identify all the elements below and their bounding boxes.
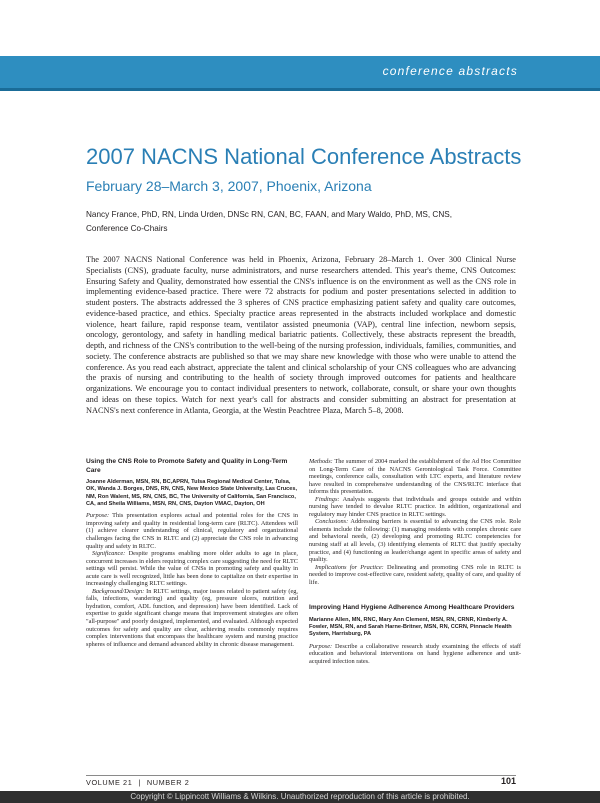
section-banner — [0, 56, 600, 88]
number-label: NUMBER 2 — [146, 778, 190, 787]
banner-underline — [0, 88, 600, 91]
abstract-1-authors: Joanne Alderman, MSN, RN, BC,APRN, Tulsa Regional Medical Center, Tulsa, OK, Wanda J. Borges, DNS, RN, CNS, New Mexico State University, Las Cruces, NM, Ron Walent, MS, RN, CNS, BC, The University of California, San Francisco, CA, and Sheila Williams, MSN, RN, CNS, Dayton VMAC, Dayton, OH — [86, 479, 298, 508]
volume-label: VOLUME 21 — [86, 778, 133, 787]
abstract-1-methods — [309, 458, 521, 496]
implications-label: Implications for Practice: — [315, 563, 384, 571]
abstract-1-background — [86, 588, 298, 648]
left-column — [86, 458, 298, 648]
abstract-1-conclusions — [309, 518, 521, 563]
footer-rule — [86, 775, 516, 776]
implications-text: Delineating and promoting CNS role in RLTC is needed to improve cost-effective care, resident safety, quality of care, and quality of life. — [309, 563, 521, 586]
abstract-1-findings — [309, 496, 521, 519]
significance-text: Despite programs enabling more older adults to age in place, concurrent increases in elders requiring complex care suggesting the need for RLTC settings will persist. While the value of CNSs in promoting safety and quality in acute care is well recognized, little has been done to capitalize on their expertise in increasingly challenging RLTC settings. — [86, 550, 298, 588]
author-role: Conference Co-Chairs — [86, 224, 168, 233]
intro-paragraph: The 2007 NACNS National Conference was held in Phoenix, Arizona, February 28–March 1. Over 300 Clinical Nurse Specialists (CNS), graduate faculty, nurse administrators, and nurse researchers attended. This year's theme, CNS Outcomes: Ensuring Safety and Quality, demonstrated how essential the CNS's influence is on the environment as well as the CNS role in implementing evidence-based practice. There were 72 abstracts for podium and poster presentations selected in addition to student posters. The abstracts addressed the 3 spheres of CNS practice emphasizing patient safety and quality care outcomes, evidence-based practice, and ethics. Specialty practice areas represented in the abstracts included workplace and domestic violence, heart failure, rapid response team, ventilator assisted pneumonia (VAP), central line infection, newborn sepsis, oncology, gerontology, and safety in handling medical bariatric patients. Collectively, these abstracts represent the breadth, depth, and richness of the CNS's contribution to the well-being of the nursing profession, individuals, families, communities, and society. The conference abstracts are published so that we may share new knowledge with those who were unable to attend the conference. As you read each abstract, appreciate the talent and clinical scholarship of your CNS colleagues who are advancing the praxis of nursing and contributing to the health of society through improved outcomes for patients and healthcare organizations. We encourage you to contact individual presenters to network, collaborate, consult, or share your own thoughts and ideas on these topics. Watch for next year's call for abstracts and consider submitting an abstract for presentation at NACNS's next conference in Atlanta, Georgia, at the Westin Peachtree Plaza, March 5–8, 2008. — [86, 255, 516, 415]
methods-text: The summer of 2004 marked the establishment of the Ad Hoc Committee on Long-Term Care of the NACNS Gerontological Task Force. Committee meetings, conference calls, consultation with LTC experts, and literature review have resulted in comprehensive understanding of the CNS/RLTC interface that informs this presentation. — [309, 458, 521, 496]
conclusions-label: Conclusions: — [315, 518, 349, 526]
abstract-1-title: Using the CNS Role to Promote Safety and Quality in Long-Term Care — [86, 458, 288, 474]
significance-label: Significance: — [92, 550, 126, 558]
section-label: conference abstracts — [382, 64, 518, 78]
page-number: 101 — [500, 776, 516, 786]
copyright-notice: Copyright © Lippincott Williams & Wilkins. Unauthorized reproduction of this article is prohibited. — [130, 792, 470, 801]
article-title: 2007 NACNS National Conference Abstracts — [86, 144, 522, 169]
findings-text: Analysis suggests that individuals and groups outside and within nursing have tended to devalue RLTC practice. In addition, organizational and regulatory may hinder CNS practice in RLTC settings. — [309, 495, 521, 518]
abstract-2-purpose — [309, 643, 521, 666]
abstract-1-implications — [309, 564, 521, 587]
purpose-text: Describe a collaborative research study examining the effects of staff education and behavioral interventions on hand hygiene adherence and unit-acquired infection rates. — [309, 642, 521, 665]
background-label: Background/Design: — [92, 587, 145, 595]
author-list: Nancy France, PhD, RN, Linda Urden, DNSc RN, CAN, BC, FAAN, and Mary Waldo, PhD, MS, CNS, — [86, 210, 452, 219]
methods-label: Methods: — [309, 458, 333, 465]
purpose-label: Purpose: — [86, 512, 110, 520]
abstract-2-title: Improving Hand Hygiene Adherence Among Healthcare Providers — [309, 604, 515, 612]
conclusions-text: Addressing barriers is essential to advancing the CNS role. Role elements include the following: (1) managing residents with complex chronic care and behavioral needs, (2) developing and promoting RLTC competencies for nursing staff at all levels, (3) identifying elements of RLTC that justify specialty practice, and (4) functioning as leader/change agent in specific areas of safety and quality. — [309, 518, 521, 564]
footer-separator: | — [138, 778, 141, 787]
purpose-label: Purpose: — [309, 642, 333, 650]
journal-issue — [86, 778, 189, 787]
abstract-1-significance — [86, 550, 298, 588]
abstract-gap — [309, 586, 521, 604]
background-text: In RLTC settings, major issues related to patient safety (eg, falls, infections, wandering) and quality (eg, pressure ulcers, nutrition and hydration, comfort, ADL function, and depression) have been identified. Lack of expertise to guide significant change means that improvement strategies are often "all-purpose" and poorly designed, implemented, and evaluated. Although expected outcomes for safety and quality are clear, achieving results commonly requires complex interventions that encompass the healthcare system and nursing practice spheres of influence and demand advanced ability in chronic disease management. — [86, 587, 298, 648]
article-authors — [86, 208, 526, 236]
right-column — [309, 458, 521, 665]
abstract-1-purpose — [86, 512, 298, 550]
article-subtitle: February 28–March 3, 2007, Phoenix, Arizona — [86, 178, 372, 194]
abstract-2-authors: Marianne Allen, MN, RNC, Mary Ann Clement, MSN, RN, CRNR, Kimberly A. Fowler, MSN, RN, and Sarah Harne-Britner, MSN, RN, CCRN, Pinnacle Health System, Harrisburg, PA — [309, 616, 512, 638]
findings-label: Findings: — [315, 495, 340, 503]
purpose-text: This presentation explores actual and potential roles for the CNS in improving safety and quality in residential long-term care (RLTC). Attendees will (1) achieve clearer understanding of clinical, regulatory and organizational challenges facing the CNS in RLTC and (2) appreciate the CNS role in advancing quality and safety in RLTC. — [86, 512, 298, 550]
